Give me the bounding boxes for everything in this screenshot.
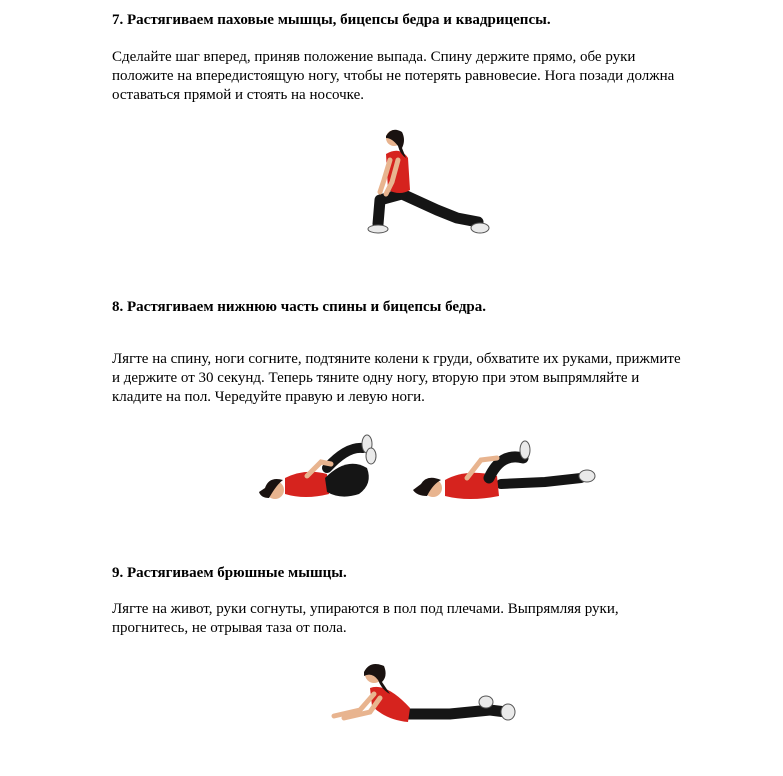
section-8-heading-text: 8. Растягиваем нижнюю часть спины и бицепсы бедра. [112, 299, 487, 315]
section-8-heading [112, 298, 486, 316]
section-8-line-3: кладите на пол. Чередуйте правую и левую ноги. [112, 389, 425, 405]
section-7-paragraph [112, 48, 732, 105]
section-7-line-1: Сделайте шаг вперед, приняв положение выпада. Спину держите прямо, обе руки [112, 49, 636, 65]
one-leg-extended-illustration [405, 438, 600, 504]
section-9-heading [112, 564, 347, 582]
lunge-stretch-illustration [362, 124, 492, 238]
knees-to-chest-illustration [255, 428, 385, 506]
section-8-line-2: и держите от 30 секунд. Теперь тяните одну ногу, вторую при этом выпрямляйте и [112, 370, 640, 386]
section-8-line-1: Лягте на спину, ноги согните, подтяните колени к груди, обхватите их руками, прижмите [112, 351, 681, 367]
section-9-line-1: Лягте на живот, руки согнуты, упираются в пол под плечами. Выпрямляя руки, [112, 601, 619, 617]
section-9-line-2: прогнитесь, не отрывая таза от пола. [112, 620, 347, 636]
section-7-line-3: оставаться прямой и стоять на носочке. [112, 87, 365, 103]
section-7-line-2: положите на впередистоящую ногу, чтобы не потерять равновесие. Нога позади должна [112, 68, 675, 84]
cobra-stretch-illustration [330, 660, 520, 732]
section-7-heading [112, 11, 551, 29]
section-9-heading-text: 9. Растягиваем брюшные мышцы. [112, 565, 347, 581]
section-8-paragraph [112, 350, 732, 407]
section-9-paragraph [112, 600, 732, 638]
section-7-heading-text: 7. Растягиваем паховые мышцы, бицепсы бедра и квадрицепсы. [112, 12, 551, 28]
